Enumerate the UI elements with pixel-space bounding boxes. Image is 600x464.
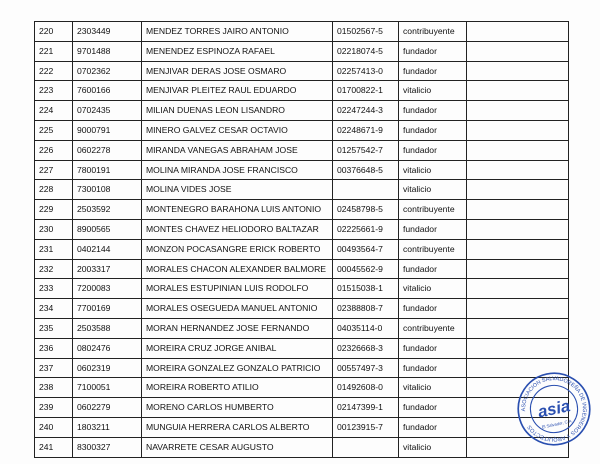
member-code-cell: 2003317 (73, 259, 142, 279)
table-row (35, 81, 569, 101)
row-number-cell: 228 (35, 180, 73, 200)
member-name-cell: MORAN HERNANDEZ JOSE FERNANDO (142, 318, 333, 338)
member-category-cell: fundador (399, 219, 467, 239)
table-row (35, 239, 569, 259)
member-name-cell: MORALES ESTUPINIAN LUIS RODOLFO (142, 279, 333, 299)
row-number-cell: 226 (35, 140, 73, 160)
member-roster-table (34, 21, 569, 458)
blank-cell (467, 219, 569, 239)
blank-cell (467, 200, 569, 220)
member-name-cell: MORALES CHACON ALEXANDER BALMORE (142, 259, 333, 279)
member-name-cell: MOLINA MIRANDA JOSE FRANCISCO (142, 160, 333, 180)
member-code-cell: 7100051 (73, 378, 142, 398)
member-name-cell: MINERO GALVEZ CESAR OCTAVIO (142, 120, 333, 140)
table-row (35, 279, 569, 299)
member-code-cell: 0702435 (73, 101, 142, 121)
member-category-cell: vitalicio (399, 180, 467, 200)
member-category-cell: fundador (399, 398, 467, 418)
table-row (35, 259, 569, 279)
member-code-cell: 7700169 (73, 299, 142, 319)
blank-cell (467, 160, 569, 180)
table-row (35, 200, 569, 220)
table-row (35, 417, 569, 437)
blank-cell (467, 41, 569, 61)
stamp-bottom-text: El Salvador, C.A. (541, 418, 574, 430)
row-number-cell: 221 (35, 41, 73, 61)
row-number-cell: 237 (35, 358, 73, 378)
table-row (35, 41, 569, 61)
member-category-cell: fundador (399, 101, 467, 121)
blank-cell (467, 81, 569, 101)
row-number-cell: 239 (35, 398, 73, 418)
roster-body (35, 22, 569, 458)
member-name-cell: MOREIRA GONZALEZ GONZALO PATRICIO (142, 358, 333, 378)
table-row (35, 160, 569, 180)
blank-cell (467, 140, 569, 160)
member-category-cell: vitalicio (399, 160, 467, 180)
member-code-cell: 0602319 (73, 358, 142, 378)
row-number-cell: 238 (35, 378, 73, 398)
blank-cell (467, 279, 569, 299)
member-name-cell: MIRANDA VANEGAS ABRAHAM JOSE (142, 140, 333, 160)
member-category-cell: fundador (399, 358, 467, 378)
member-code-cell: 0602279 (73, 398, 142, 418)
blank-cell (467, 259, 569, 279)
blank-cell (467, 239, 569, 259)
document-number-cell: 02248671-9 (333, 120, 399, 140)
member-code-cell: 7300108 (73, 180, 142, 200)
document-number-cell: 00123915-7 (333, 417, 399, 437)
row-number-cell: 232 (35, 259, 73, 279)
document-number-cell: 00376648-5 (333, 160, 399, 180)
member-code-cell: 2503588 (73, 318, 142, 338)
table-row (35, 318, 569, 338)
blank-cell (467, 101, 569, 121)
table-row (35, 378, 569, 398)
document-number-cell: 01257542-7 (333, 140, 399, 160)
stamp-ring-text: ASOCIACION SALVADOREÑA DE INGENIEROS Y ARQUITECTOS (521, 376, 587, 442)
table-row (35, 338, 569, 358)
table-row (35, 101, 569, 121)
member-code-cell: 7200083 (73, 279, 142, 299)
member-name-cell: MONZON POCASANGRE ERICK ROBERTO (142, 239, 333, 259)
member-name-cell: MOLINA VIDES JOSE (142, 180, 333, 200)
member-code-cell: 7600166 (73, 81, 142, 101)
member-category-cell: fundador (399, 120, 467, 140)
member-name-cell: MENENDEZ ESPINOZA RAFAEL (142, 41, 333, 61)
member-code-cell: 0602278 (73, 140, 142, 160)
member-category-cell: contribuyente (399, 239, 467, 259)
member-code-cell: 9701488 (73, 41, 142, 61)
table-row (35, 140, 569, 160)
blank-cell (467, 61, 569, 81)
member-category-cell: fundador (399, 338, 467, 358)
member-code-cell: 1803211 (73, 417, 142, 437)
row-number-cell: 236 (35, 338, 73, 358)
member-name-cell: MENJIVAR DERAS JOSE OSMARO (142, 61, 333, 81)
blank-cell (467, 180, 569, 200)
member-category-cell: fundador (399, 417, 467, 437)
document-number-cell: 02326668-3 (333, 338, 399, 358)
document-number-cell: 00557497-3 (333, 358, 399, 378)
document-number-cell: 02147399-1 (333, 398, 399, 418)
row-number-cell: 241 (35, 437, 73, 457)
document-number-cell: 02257413-0 (333, 61, 399, 81)
member-category-cell: contribuyente (399, 318, 467, 338)
member-code-cell: 8300327 (73, 437, 142, 457)
member-code-cell: 9000791 (73, 120, 142, 140)
member-code-cell: 7800191 (73, 160, 142, 180)
member-code-cell: 0802476 (73, 338, 142, 358)
blank-cell (467, 22, 569, 42)
member-category-cell: vitalicio (399, 437, 467, 457)
member-category-cell: contribuyente (399, 22, 467, 42)
member-name-cell: MORALES OSEGUEDA MANUEL ANTONIO (142, 299, 333, 319)
table-row (35, 219, 569, 239)
member-name-cell: MONTES CHAVEZ HELIODORO BALTAZAR (142, 219, 333, 239)
document-number-cell: 01502567-5 (333, 22, 399, 42)
member-code-cell: 2503592 (73, 200, 142, 220)
stamp-logo-text: asia (536, 396, 572, 422)
member-category-cell: fundador (399, 41, 467, 61)
blank-cell (467, 338, 569, 358)
document-number-cell: 01492608-0 (333, 378, 399, 398)
table-row (35, 61, 569, 81)
member-name-cell: MENJIVAR PLEITEZ RAUL EDUARDO (142, 81, 333, 101)
row-number-cell: 233 (35, 279, 73, 299)
member-name-cell: NAVARRETE CESAR AUGUSTO (142, 437, 333, 457)
table-row (35, 299, 569, 319)
member-name-cell: MENDEZ TORRES JAIRO ANTONIO (142, 22, 333, 42)
document-number-cell: 00045562-9 (333, 259, 399, 279)
row-number-cell: 229 (35, 200, 73, 220)
document-number-cell: 02218074-5 (333, 41, 399, 61)
member-name-cell: MOREIRA CRUZ JORGE ANIBAL (142, 338, 333, 358)
member-category-cell: fundador (399, 61, 467, 81)
blank-cell (467, 120, 569, 140)
document-number-cell: 02225661-9 (333, 219, 399, 239)
member-code-cell: 0702362 (73, 61, 142, 81)
document-number-cell (333, 180, 399, 200)
row-number-cell: 220 (35, 22, 73, 42)
member-category-cell: fundador (399, 259, 467, 279)
member-category-cell: fundador (399, 299, 467, 319)
row-number-cell: 240 (35, 417, 73, 437)
table-row (35, 437, 569, 457)
row-number-cell: 231 (35, 239, 73, 259)
blank-cell (467, 299, 569, 319)
member-code-cell: 0402144 (73, 239, 142, 259)
association-seal-stamp (509, 364, 599, 454)
document-number-cell: 02458798-5 (333, 200, 399, 220)
row-number-cell: 235 (35, 318, 73, 338)
document-number-cell (333, 437, 399, 457)
document-number-cell: 00493564-7 (333, 239, 399, 259)
document-number-cell: 02388808-7 (333, 299, 399, 319)
member-code-cell: 8900565 (73, 219, 142, 239)
document-number-cell: 02247244-3 (333, 101, 399, 121)
table-row (35, 358, 569, 378)
table-row (35, 120, 569, 140)
member-name-cell: MILIAN DUENAS LEON LISANDRO (142, 101, 333, 121)
blank-cell (467, 318, 569, 338)
row-number-cell: 227 (35, 160, 73, 180)
table-row (35, 398, 569, 418)
row-number-cell: 224 (35, 101, 73, 121)
document-number-cell: 01700822-1 (333, 81, 399, 101)
row-number-cell: 222 (35, 61, 73, 81)
member-name-cell: MORENO CARLOS HUMBERTO (142, 398, 333, 418)
member-category-cell: vitalicio (399, 378, 467, 398)
document-number-cell: 01515038-1 (333, 279, 399, 299)
member-name-cell: MUNGUIA HERRERA CARLOS ALBERTO (142, 417, 333, 437)
member-category-cell: contribuyente (399, 200, 467, 220)
member-category-cell: fundador (399, 140, 467, 160)
document-number-cell: 04035114-0 (333, 318, 399, 338)
member-name-cell: MOREIRA ROBERTO ATILIO (142, 378, 333, 398)
row-number-cell: 225 (35, 120, 73, 140)
row-number-cell: 223 (35, 81, 73, 101)
member-name-cell: MONTENEGRO BARAHONA LUIS ANTONIO (142, 200, 333, 220)
member-category-cell: vitalicio (399, 81, 467, 101)
row-number-cell: 230 (35, 219, 73, 239)
member-code-cell: 2303449 (73, 22, 142, 42)
member-category-cell: vitalicio (399, 279, 467, 299)
table-row (35, 180, 569, 200)
row-number-cell: 234 (35, 299, 73, 319)
table-row (35, 22, 569, 42)
